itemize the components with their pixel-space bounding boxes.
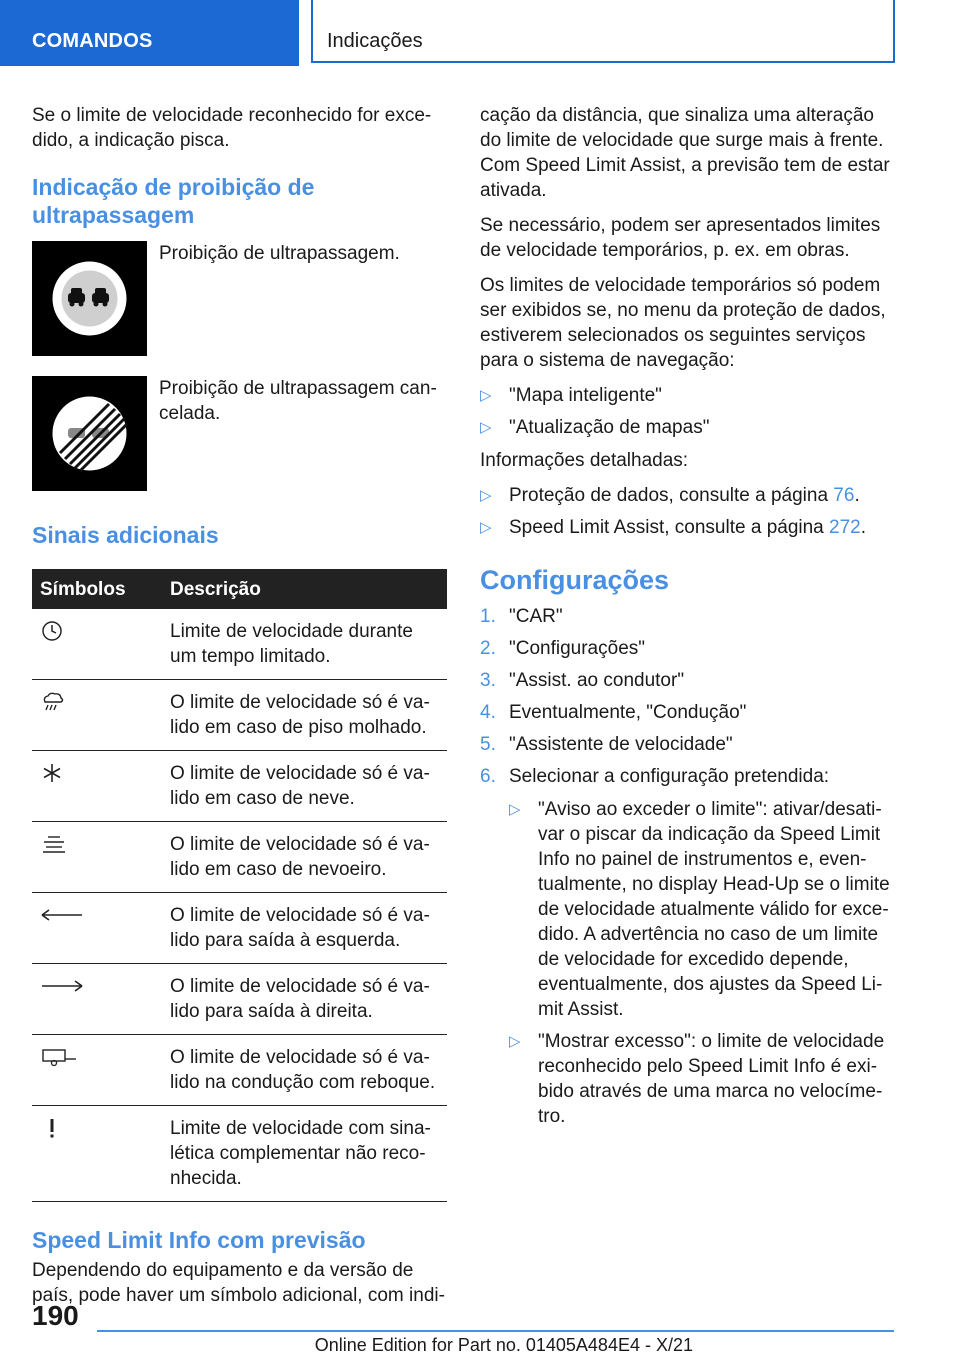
table-row bbox=[32, 751, 447, 822]
fog-icon bbox=[40, 832, 68, 856]
list-item: ▷ "Mapa inteligente" bbox=[480, 385, 662, 406]
table-row bbox=[32, 822, 447, 893]
settings-options bbox=[509, 797, 895, 1129]
table-cell-description: Limite de velocidade durante um tempo limitado. bbox=[162, 609, 447, 680]
sign-row-overtaking-cancelled bbox=[32, 376, 447, 491]
triangle-bullet-icon: ▷ bbox=[509, 801, 521, 818]
sign-description: Proibição de ultrapassagem cancelada. bbox=[159, 378, 437, 424]
list-item: ▷ Speed Limit Assist, consulte a página 272. bbox=[480, 517, 867, 538]
table-cell-description: O limite de velocidade só é valido em caso de nevoeiro. bbox=[162, 822, 447, 893]
list-item: 1. "CAR" bbox=[480, 606, 563, 627]
triangle-bullet-icon: ▷ bbox=[509, 1033, 521, 1050]
heading-forecast: Speed Limit Info com previsão bbox=[32, 1227, 366, 1253]
triangle-bullet-icon: ▷ bbox=[480, 519, 492, 536]
snowflake-icon bbox=[40, 761, 64, 785]
section-title: COMANDOS bbox=[32, 30, 153, 52]
page-link[interactable]: 272 bbox=[829, 517, 861, 538]
list-item: ▷ Proteção de dados, consulte a página 76. bbox=[480, 485, 860, 506]
table-row bbox=[32, 609, 447, 680]
column-header-description: Descrição bbox=[162, 569, 447, 609]
paragraph: Se necessário, podem ser apresentados limites de velocidade temporários, p. ex. em obras. bbox=[480, 215, 881, 261]
section-tab bbox=[0, 0, 299, 66]
triangle-bullet-icon: ▷ bbox=[480, 487, 492, 504]
heading-additional-signs: Sinais adicionais bbox=[32, 522, 219, 548]
table-cell-description: O limite de velocidade só é valido para saída à direita. bbox=[162, 964, 447, 1035]
arrow-right-icon bbox=[40, 974, 84, 998]
sign-description: Proibição de ultrapassagem. bbox=[159, 243, 400, 264]
additional-signs-table bbox=[32, 569, 447, 1202]
details-list bbox=[480, 483, 895, 540]
column-header-symbols: Símbolos bbox=[32, 569, 162, 609]
list-item: 4. Eventualmente, "Condução" bbox=[480, 702, 747, 723]
table-row bbox=[32, 1035, 447, 1106]
table-cell-description: O limite de velocidade só é valido em caso de neve. bbox=[162, 751, 447, 822]
triangle-bullet-icon: ▷ bbox=[480, 387, 492, 404]
table-cell-description: O limite de velocidade só é valido na condução com reboque. bbox=[162, 1035, 447, 1106]
table-header-row bbox=[32, 569, 447, 609]
page-number: 190 bbox=[32, 1300, 79, 1331]
rain-cloud-icon bbox=[40, 690, 66, 714]
exclamation-icon bbox=[40, 1116, 64, 1140]
intro-paragraph: Se o limite de velocidade reconhecido for excedido, a indicação pisca. bbox=[32, 105, 432, 151]
list-item: 6. Selecionar a configuração pretendida: ▷ "Aviso ao exceder o limite": ativar/desativar o piscar da indicação da Speed Limit Info no painel de instrumentos e, eventualmente, no display Head-Up se o limite de velocidade atualmente válido for excedido. A advertência no caso de um limite de velocidade for excedido depende, eventualmente, dos ajustes da Speed Limit Assist. ▷ "Mostrar excesso": o limite de velocidade reconhecido pelo Speed Limit Info é exibido através de uma marca no velocímetro. bbox=[480, 764, 895, 1129]
chapter-header bbox=[311, 0, 895, 63]
list-item: ▷ "Mostrar excesso": o limite de velocidade reconhecido pelo Speed Limit Info é exibido através de uma marca no velocímetro. bbox=[509, 1031, 885, 1127]
right-column bbox=[480, 103, 895, 1137]
table-row bbox=[32, 1106, 447, 1202]
footer-edition: Online Edition for Part no. 01405A484E4 - X/21 bbox=[314, 1335, 693, 1355]
chapter-title: Indicações bbox=[327, 30, 423, 52]
sign-row-no-overtaking bbox=[32, 241, 447, 356]
forecast-paragraph: Dependendo do equipamento e da versão de país, pode haver um símbolo adicional, com indi- bbox=[32, 1260, 445, 1306]
table-cell-description: O limite de velocidade só é valido para saída à esquerda. bbox=[162, 893, 447, 964]
table-row bbox=[32, 964, 447, 1035]
services-list bbox=[480, 383, 895, 440]
table-cell-description: O limite de velocidade só é valido em caso de piso molhado. bbox=[162, 680, 447, 751]
table-cell-description: Limite de velocidade com sinalética complementar não reconhecida. bbox=[162, 1106, 447, 1202]
heading-settings: Configurações bbox=[480, 565, 670, 595]
trailer-icon bbox=[40, 1045, 78, 1069]
details-label: Informações detalhadas: bbox=[480, 450, 689, 471]
triangle-bullet-icon: ▷ bbox=[480, 419, 492, 436]
clock-icon bbox=[40, 619, 64, 643]
table-row bbox=[32, 893, 447, 964]
paragraph: cação da distância, que sinaliza uma alteração do limite de velocidade que surge mais à frente. Com Speed Limit Assist, a previsão tem de estar ativada. bbox=[480, 105, 890, 201]
list-item: 2. "Configurações" bbox=[480, 638, 646, 659]
end-no-overtaking-sign-icon bbox=[32, 376, 147, 491]
list-item: ▷ "Atualização de mapas" bbox=[480, 417, 710, 438]
list-item: 3. "Assist. ao condutor" bbox=[480, 670, 685, 691]
list-item: ▷ "Aviso ao exceder o limite": ativar/desativar o piscar da indicação da Speed Limit Info no painel de instrumentos e, eventualmente, no display Head-Up se o limite de velocidade atualmente válido for excedido. A advertência no caso de um limite de velocidade for excedido depende, eventualmente, dos ajustes da Speed Limit Assist. bbox=[509, 799, 890, 1020]
paragraph: Os limites de velocidade temporários só podem ser exibidos se, no menu da proteção de dados, estiverem selecionados os seguintes serviços para o sistema de navegação: bbox=[480, 275, 886, 371]
arrow-left-icon bbox=[40, 903, 84, 927]
settings-steps bbox=[480, 604, 895, 1129]
table-row bbox=[32, 680, 447, 751]
footer-divider bbox=[97, 1330, 894, 1332]
page-link[interactable]: 76 bbox=[833, 485, 855, 506]
heading-overtaking: Indicação de proibição de ultrapassagem bbox=[32, 174, 315, 228]
list-item: 5. "Assistente de velocidade" bbox=[480, 734, 733, 755]
no-overtaking-sign-icon bbox=[32, 241, 147, 356]
left-column bbox=[32, 103, 447, 1318]
